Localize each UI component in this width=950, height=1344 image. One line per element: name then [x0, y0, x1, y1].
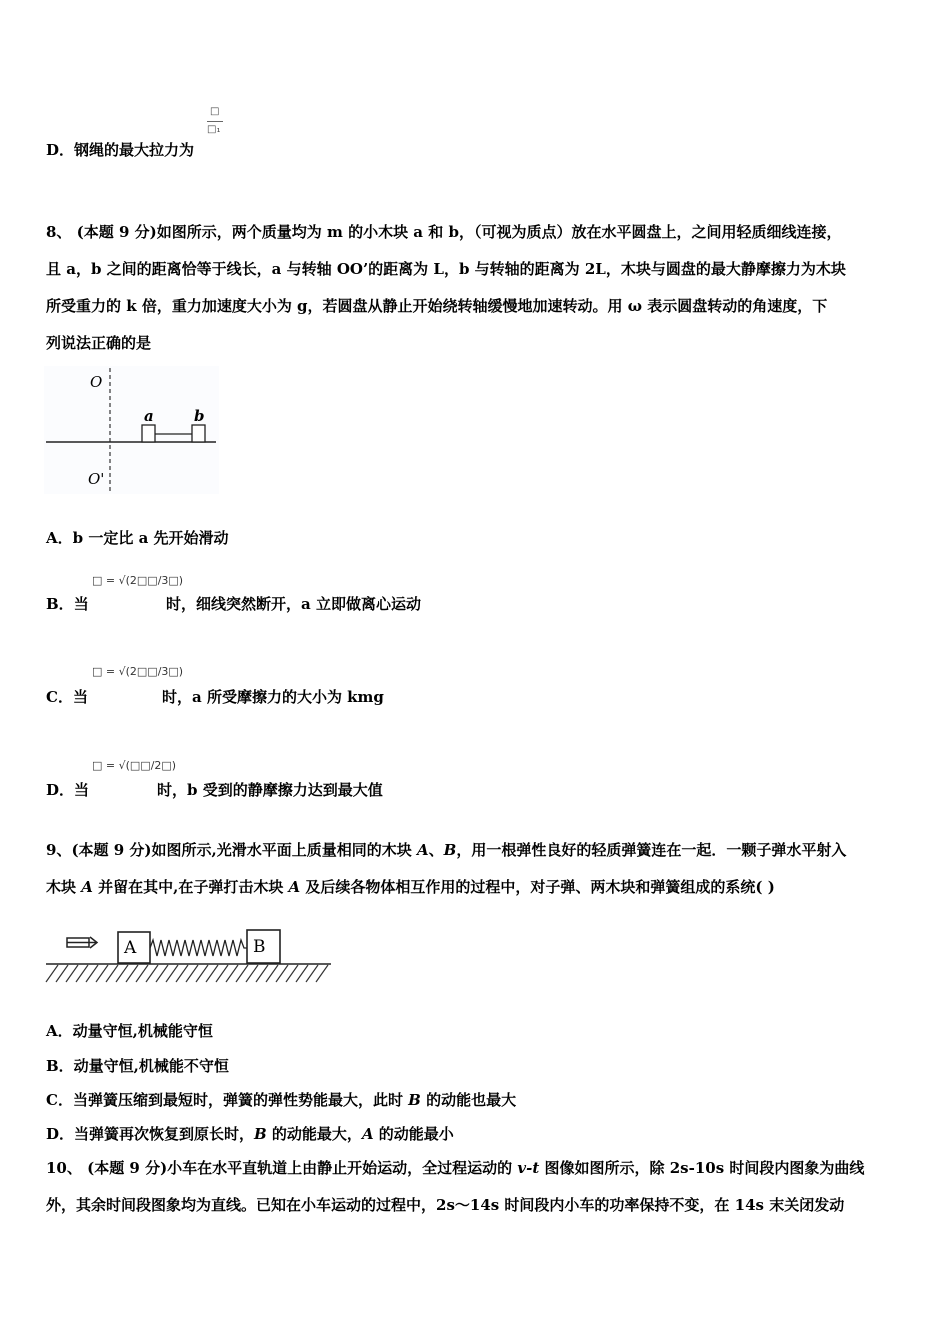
q9-option-d-B: B — [254, 1125, 267, 1143]
q8-stem-line-3: 所受重力的 k 倍，重力加速度大小为 g，若圆盘从静止开始绕转轴缓慢地加速转动。用 ω 表示圆盘转动的角速度，下 — [46, 297, 828, 315]
q8-option-d-label: D． — [46, 781, 75, 799]
q9-stem-l1-a: (本题 9 分)如图所示,光滑水平面上质量相同的木块 — [71, 841, 417, 859]
q8-label-o-prime: O' — [88, 470, 105, 488]
q9-stem-l2-A2: A — [288, 878, 301, 896]
q9-spring — [150, 940, 247, 956]
q8-option-a-label: A． — [46, 529, 73, 547]
q9-stem-l1-A: A — [416, 841, 429, 859]
q8-label-o: O — [90, 373, 103, 391]
q9-label-b: B — [253, 937, 266, 957]
q7-fraction-bar — [207, 121, 223, 122]
q9-option-d-c: 的动能最小 — [373, 1125, 454, 1143]
q9-stem-l2-A: A — [81, 878, 93, 896]
q8-option-a-text: b 一定比 a 先开始滑动 — [72, 529, 229, 547]
q8-label-b: b — [194, 407, 205, 425]
q8-label-a: a — [144, 407, 154, 425]
q8-option-b-label: B． — [46, 595, 74, 613]
q9-option-c-B: B — [408, 1091, 421, 1109]
q9-option-a: A．动量守恒,机械能守恒 — [46, 1022, 213, 1040]
q7-option-d — [46, 139, 194, 160]
q9-stem-l2-a: 木块 — [46, 878, 82, 896]
q8-stem-line-1: (本题 9 分)如图所示，两个质量均为 m 的小木块 a 和 b，（可视为质点）放在水平圆盘上，之间用轻质细线连接， — [76, 223, 842, 241]
q9-stem-l1-sep: 、 — [428, 841, 444, 859]
q7-option-d-label: D． — [46, 141, 75, 159]
q9-option-d-a: D．当弹簧再次恢复到原长时， — [46, 1125, 255, 1143]
q9-option-d — [46, 1123, 454, 1144]
q9-ground-hatch — [46, 965, 328, 982]
q8-option-d-prefix: 当 — [74, 781, 90, 799]
q9-label-a: A — [124, 938, 137, 958]
q8-option-c-label: C． — [46, 688, 73, 706]
q8-option-b-formula: □ = √(2□□/3□) — [92, 574, 184, 587]
q9-option-b: B．动量守恒,机械能不守恒 — [46, 1057, 229, 1075]
q10-stem-vt: v-t — [517, 1159, 540, 1177]
q9-stem-l1-B: B — [443, 841, 457, 859]
q8-option-d-formula: □ = √(□□/2□) — [92, 759, 177, 772]
q9-stem-l2-c: 及后续各物体相互作用的过程中，对子弹、两木块和弹簧组成的系统( ) — [300, 878, 775, 896]
q7-fraction-denominator: □₁ — [207, 124, 221, 135]
q8-number: 8、 — [46, 223, 72, 241]
q8-option-d — [46, 779, 89, 800]
q8-option-c-prefix: 当 — [72, 688, 88, 706]
q9-option-c-a: C．当弹簧压缩到最短时，弹簧的弹性势能最大，此时 — [46, 1091, 409, 1109]
q9-stem — [46, 832, 906, 906]
q9-stem-l2-b: 并留在其中,在子弹打击木块 — [92, 878, 289, 896]
q8-block-b — [192, 425, 205, 442]
q10-number: 10、 — [46, 1159, 82, 1177]
q8-block-a — [142, 425, 155, 442]
q9-option-d-b: 的动能最大， — [266, 1125, 362, 1143]
q9-option-d-A: A — [361, 1125, 374, 1143]
q10-stem-l1-b: 图像如图所示，除 2s-10s 时间段内图象为曲线 — [539, 1159, 865, 1177]
q8-option-c — [46, 686, 88, 707]
q9-option-c-b: 的动能也最大 — [420, 1091, 517, 1109]
q8-option-c-suffix: 时，a 所受摩擦力的大小为 kmg — [162, 688, 384, 706]
q10-stem-l1-a: (本题 9 分)小车在水平直轨道上由静止开始运动，全过程运动的 — [81, 1159, 518, 1177]
q8-stem — [46, 214, 906, 362]
q7-fraction-numerator: □ — [210, 106, 220, 117]
q8-option-b-suffix: 时，细线突然断开，a 立即做离心运动 — [166, 595, 421, 613]
q10-stem-line-2: 外，其余时间段图象均为直线。已知在小车运动的过程中，2s～14s 时间段内小车的功率保持不变，在 14s 末关闭发动 — [46, 1196, 845, 1214]
q8-option-b-prefix: 当 — [73, 595, 89, 613]
q7-option-d-text: 钢绳的最大拉力为 — [74, 141, 195, 159]
q8-stem-line-2: 且 a，b 之间的距离恰等于线长，a 与转轴 OO’的距离为 L，b 与转轴的距离为 2L，木块与圆盘的最大静摩擦力为木块 — [46, 260, 846, 278]
q8-figure — [44, 366, 219, 494]
q8-option-a — [46, 527, 229, 548]
q8-option-c-formula: □ = √(2□□/3□) — [92, 665, 184, 678]
q9-bullet — [67, 937, 97, 948]
q9-stem-l1-c: ，用一根弹性良好的轻质弹簧连在一起．一颗子弹水平射入 — [456, 841, 847, 859]
q9-number: 9、 — [46, 841, 72, 859]
q9-option-c — [46, 1089, 516, 1110]
q8-option-d-suffix: 时，b 受到的静摩擦力达到最大值 — [157, 781, 383, 799]
q8-stem-line-4: 列说法正确的是 — [46, 334, 152, 352]
q9-figure — [44, 922, 334, 990]
q8-option-b — [46, 593, 89, 614]
q10-stem — [46, 1150, 906, 1224]
